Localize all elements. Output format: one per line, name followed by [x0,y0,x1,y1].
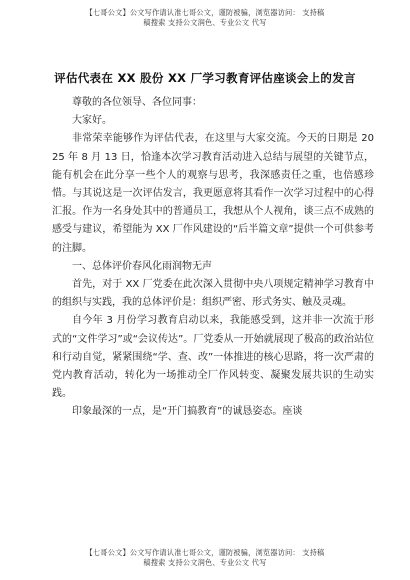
footer-line-1: 【七哥公文】公文写作请认准七哥公文，谨防被骗，浏览器访问： 支持稿 [85,548,325,557]
body-paragraph: 自今年 3 月份学习教育启动以来，我能感受到，这并非一次流于形式的“文件学习”或“会议传达”。厂党委从一开始就展现了极高的政治站位和行动自觉，紧紧围绕“学、查、改”一体推进的核心思路，将一次严肃的党内教育活动，转化为一场推动全厂作风转变、凝聚发展共识的生动实践。 [52,315,374,400]
footer-line-2: 稿搜索 支持公文润色、专业公文 代写 [143,558,267,567]
document-body [52,94,374,422]
section-heading: 一、总体评价春风化雨润物无声 [72,260,212,272]
header-line-2: 稿搜索 支持公文润色、专业公文 代写 [143,18,267,27]
body-paragraph: 首先，对于 XX 厂党委在此次深入贯彻中央八项规定精神学习教育中的组织与实践，我的总体评价是：组织严密、形式务实、触及灵魂。 [52,279,374,309]
greeting: 大家好。 [72,115,112,127]
header-line-1: 【七哥公文】公文写作请认准七哥公文，谨防被骗，浏览器访问： 支持稿 [85,8,325,17]
salutation: 尊敬的各位领导、各位同事： [72,97,202,108]
page-footer [0,548,410,568]
body-paragraph: 非常荣幸能够作为评估代表，在这里与大家交流。今天的日期是 2025 年 8 月 13 日，恰逢本次学习教育活动进入总结与展望的关键节点，能有机会在此分享一些个人的观察与思考，我深感责任之重，也倍感珍惜。与其说这是一次评估发言，我更愿意将其看作一次学习过程中的心得汇报。作为一名身处其中的普通员工，我想从个人视角，谈三点不成熟的感受与建议，希望能为 XX 厂作风建设的“后半篇文章”提供一个可供参考的注脚。 [52,133,374,254]
body-paragraph: 印象最深的一点，是“开门搞教育”的诚恳姿态。座谈 [72,406,303,418]
page-header [0,8,410,28]
document-title: 评估代表在 XX 股份 XX 厂学习教育评估座谈会上的发言 [54,71,356,85]
